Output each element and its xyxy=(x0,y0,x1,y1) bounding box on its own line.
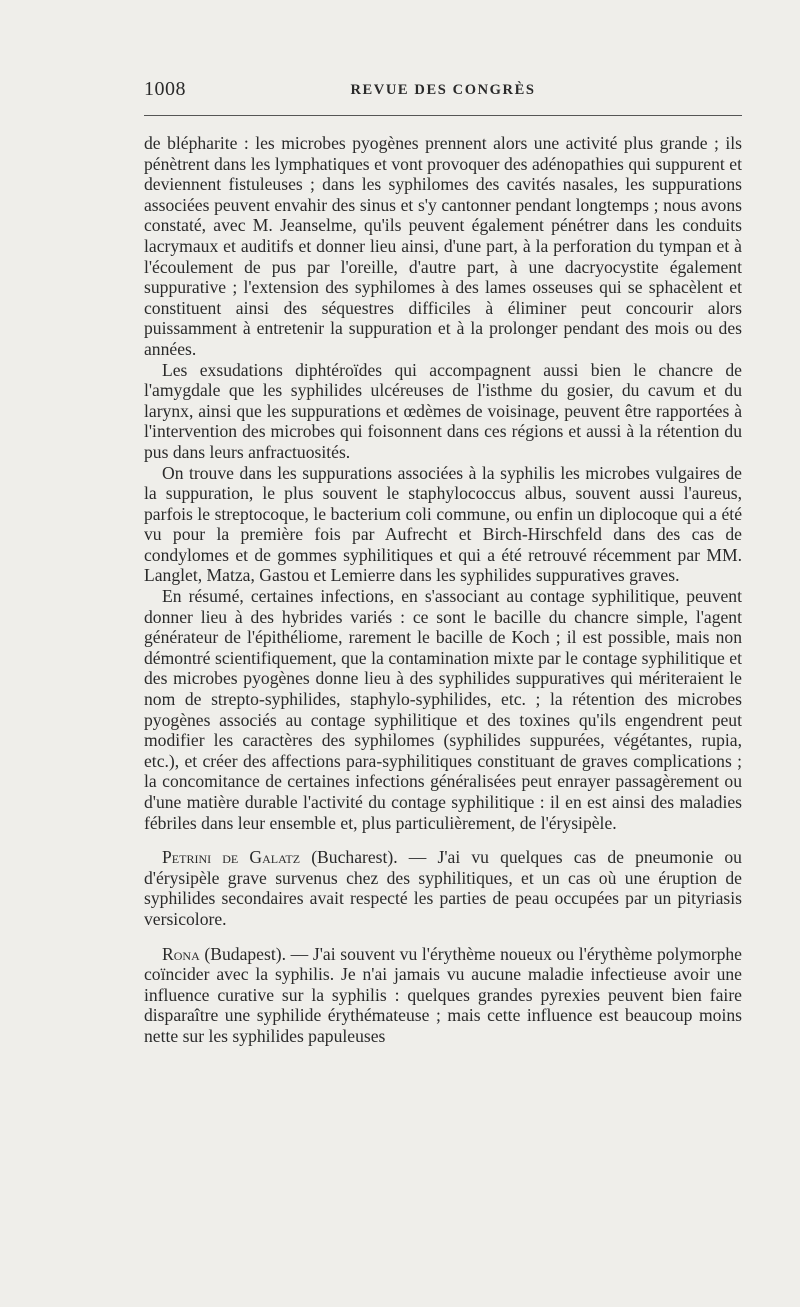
paragraph: On trouve dans les suppurations associées à la syphilis les microbes vulgaires de la suppuration, le plus souvent le staphylococcus albus, souvent aussi l'aureus, parfois le streptocoque, le bacterium coli commune, ou enfin un diplocoque qui a été vu pour la première fois par Aufrecht et Birch-Hirschfeld dans des cas de condylomes et de gommes syphilitiques et qui a été retrouvé récemment par MM. Langlet, Matza, Gastou et Lemierre dans les syphilides suppuratives graves. xyxy=(144,462,742,586)
speaker-name: Petrini de Galatz xyxy=(162,847,301,868)
paragraph: de blépharite : les microbes pyogènes prennent alors une activité plus grande ; ils pénètrent dans les lymphatiques et vont provoquer des adénopathies qui suppurent et deviennent fistuleuses ; dans les syphilomes des cavités nasales, les suppurations associées peuvent envahir des sinus et s'y cantonner pendant longtemps ; nous avons constaté, avec M. Jeanselme, qu'ils peuvent également pénétrer dans les conduits lacrymaux et auditifs et donner lieu ainsi, d'une part, à la perforation du tympan et à l'écoulement de pus par l'oreille, d'autre part, à une dacryocystite également suppurative ; l'extension des syphilomes à des lames osseuses qui se sphacèlent et constituent ainsi des séquestres difficiles à éliminer peut concourir alors puissamment à entretenir la suppuration et à la prolonger pendant des mois ou des années. xyxy=(144,133,742,359)
body-text xyxy=(144,133,742,1047)
paragraph: En résumé, certaines infections, en s'associant au contage syphilitique, peuvent donner lieu à des hybrides variés : ce sont le bacille du chancre simple, l'agent générateur de l'épithéliome, rarement le bacille de Koch ; il est possible, mais non démontré scientifiquement, que la contamination mixte par le contage syphilitique et des microbes pyogènes donne lieu à des syphilides suppuratives qui mériteraient le nom de strepto-syphilides, staphylo-syphilides, etc. ; la rétention des microbes pyogènes associés au contage syphilitique et des toxines qu'ils engendrent peut modifier les caractères des syphilomes (syphilides suppurées, végétantes, rupia, etc.), et créer des affections para-syphilitiques constituant de graves complications ; la concomitance de certaines infections généralisées peut enrayer passagèrement ou d'une matière durable l'activité du contage syphilitique : il en est ainsi des maladies fébriles dans leur ensemble et, plus particulièrement, de l'érysipèle. xyxy=(144,586,742,833)
intervention-rona xyxy=(144,944,742,1047)
running-title: REVUE DES CONGRÈS xyxy=(350,82,536,98)
page-number: 1008 xyxy=(144,78,186,100)
paragraph: Les exsudations diphtéroïdes qui accompagnent aussi bien le chancre de l'amygdale que les syphilides ulcéreuses de l'isthme du gosier, du cavum et du larynx, ainsi que les suppurations et œdèmes de voisinage, peuvent être rapportées à l'intervention des microbes qui foisonnent dans ces régions et aussi à la rétention du pus dans leurs anfractuosités. xyxy=(144,359,742,462)
speaker-name: Rona xyxy=(162,943,200,964)
page-header xyxy=(144,78,742,106)
header-rule xyxy=(144,115,742,116)
intervention-petrini xyxy=(144,847,742,929)
intervention-text: (Bucharest). — J'ai vu quelques cas de pneumonie ou d'érysipèle grave survenus chez des syphilitiques, et un cas où une éruption de syphilides secondaires avait respecté les parties de peau occupées par un pityriasis versicolore. xyxy=(144,847,742,929)
intervention-text: (Budapest). — J'ai souvent vu l'érythème noueux ou l'érythème polymorphe coïncider avec la syphilis. Je n'ai jamais vu aucune maladie infectieuse avoir une influence curative sur la syphilis : quelques grandes pyrexies peuvent bien faire disparaître une syphilide érythémateuse ; mais cette influence est beaucoup moins nette sur les syphilides papuleuses xyxy=(144,943,742,1046)
